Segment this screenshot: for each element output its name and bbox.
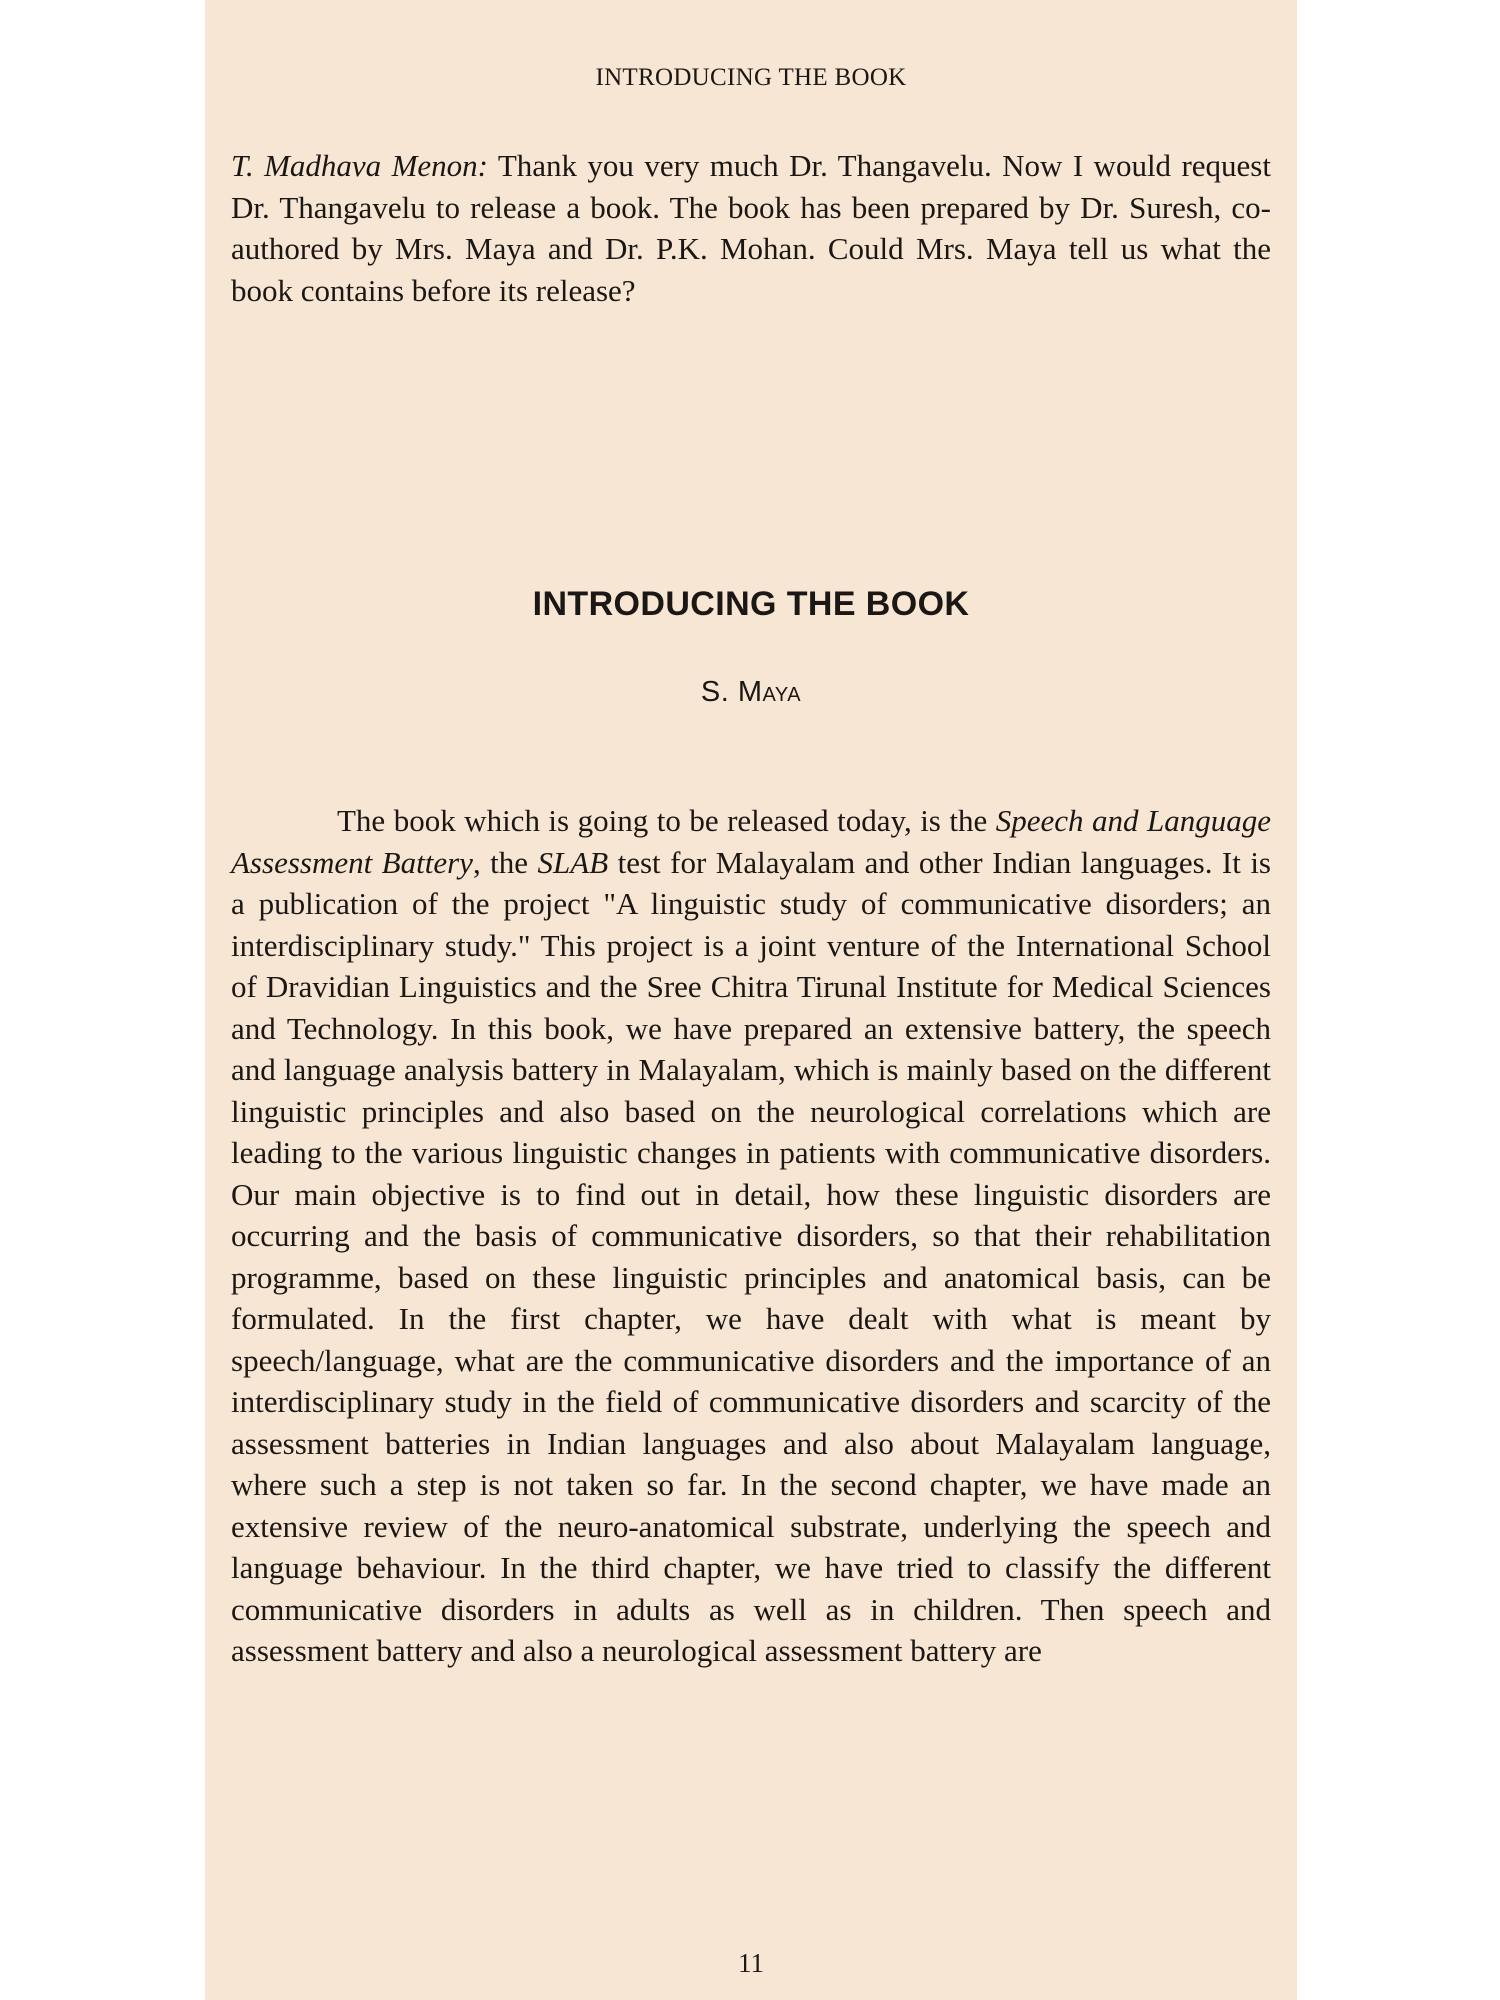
speaker-name: T. Madhava Menon: [231, 148, 488, 183]
body-segment-3: test for Malayalam and other Indian languages. It is a publication of the project "A linguistic study of communicative disorders; an interdisciplinary study." This project is a joint venture of the International School of Dravidian Linguistics and the Sree Chitra Tirunal Institute for Medical Sciences and Technology. In this book, we have prepared an extensive battery, the speech and language analysis battery in Malayalam, which is mainly based on the different linguistic principles and also based on the neurological correlations which are leading to the various linguistic changes in patients with communicative disorders. Our main objective is to find out in detail, how these linguistic disorders are occurring and the basis of communicative disorders, so that their rehabilitation programme, based on these linguistic principles and anatomical basis, can be formulated. In the first chapter, we have dealt with what is meant by speech/language, what are the communicative disorders and the importance of an interdisciplinary study in the field of communicative disorders and scarcity of the assessment batteries in Indian languages and also about Malayalam language, where such a step is not taken so far. In the second chapter, we have made an extensive review of the neuro-anatomical substrate, underlying the speech and language behaviour. In the third chapter, we have tried to classify the different communicative disorders in adults as well as in children. Then speech and assessment battery and also a neurological assessment battery are [231, 844, 1271, 1668]
book-title: Speech and Language Assessment Battery [231, 803, 1271, 880]
page-number: 11 [738, 1948, 764, 1978]
running-head: INTRODUCING THE BOOK [595, 64, 907, 91]
section-author: S. Maya [700, 676, 802, 708]
body-segment-2: , the [472, 844, 538, 880]
body-segment-1: The book which is going to be released today, is the [337, 803, 996, 838]
intro-text: Thank you very much Dr. Thangavelu. Now I would request Dr. Thangavelu to release a book. The book has been prepared by Dr. Suresh, co-authored by Mrs. Maya and Dr. P.K. Mohan. Could Mrs. Maya tell us what the book contains before its release? [231, 148, 1271, 308]
book-page [205, 0, 1297, 2000]
book-abbreviation: SLAB [537, 844, 609, 880]
section-title: INTRODUCING THE BOOK [532, 585, 970, 623]
intro-paragraph [231, 145, 1271, 311]
body-paragraph [231, 800, 1271, 1672]
